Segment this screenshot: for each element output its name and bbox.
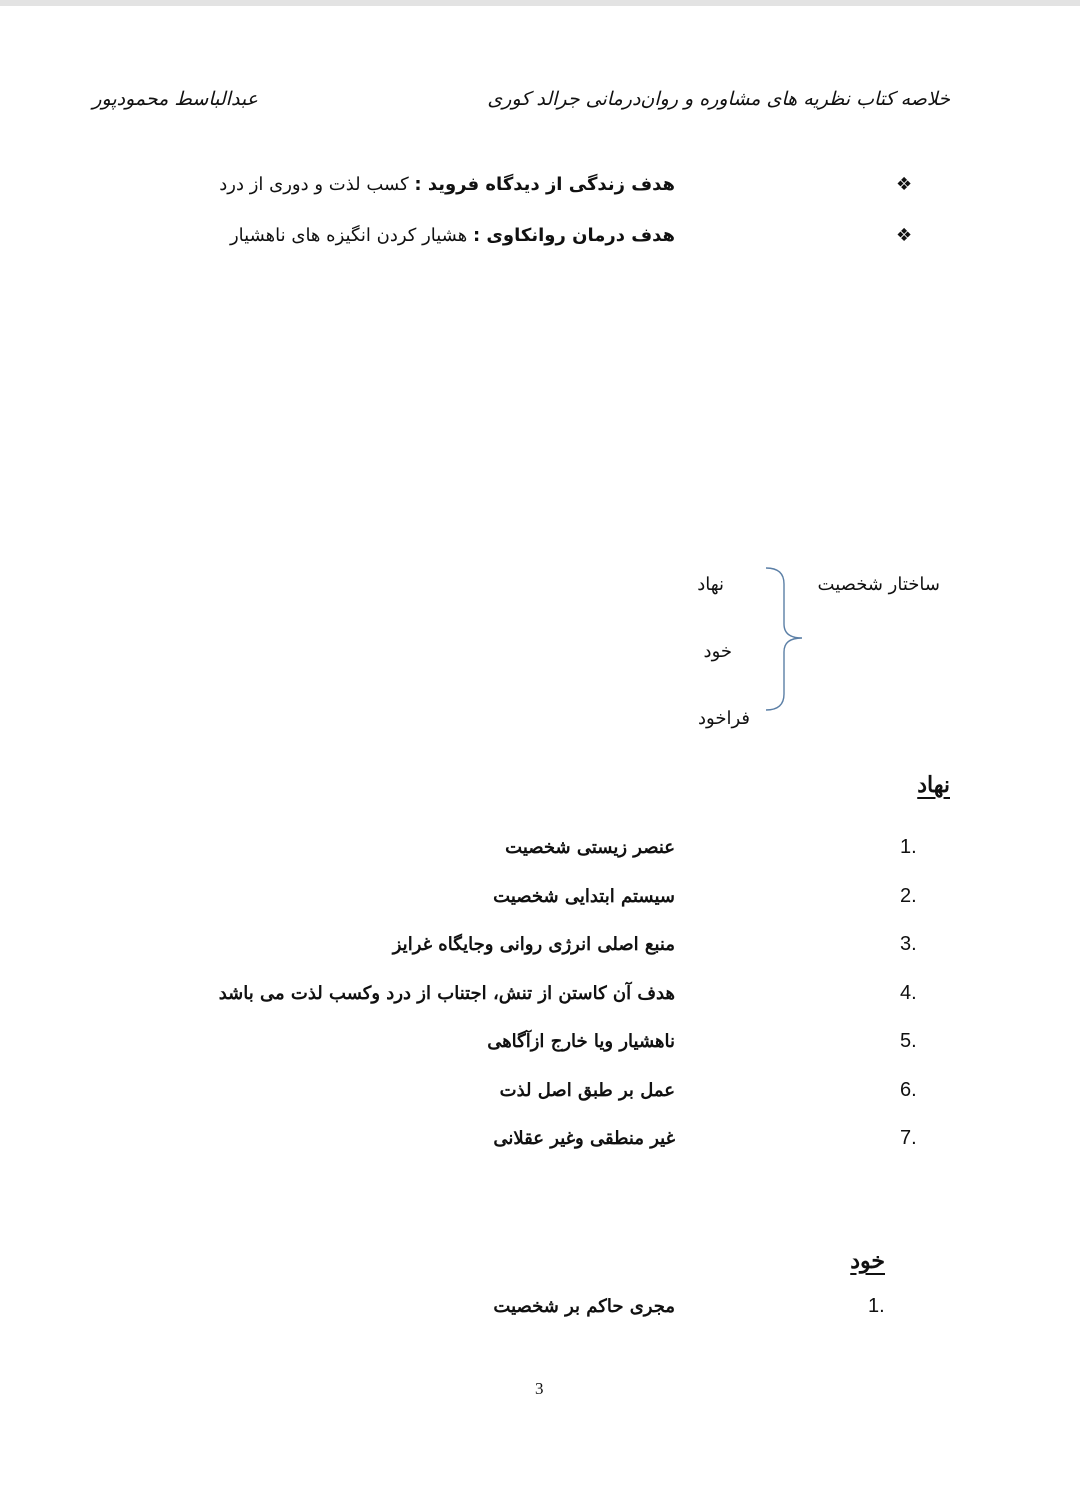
diagram-brace [760, 566, 810, 714]
section-heading-id: نهاد [917, 772, 950, 798]
list-number: 1. [900, 836, 917, 858]
bullet-diamond-icon: ❖ [896, 174, 913, 195]
list-number: 7. [900, 1127, 917, 1149]
diagram-item-superego: فراخود [698, 708, 750, 729]
list-item: عمل بر طبق اصل لذت [499, 1080, 675, 1101]
bullet-term: هدف درمان روانکاوی : [472, 225, 675, 246]
bullet-item [230, 225, 675, 246]
list-item: سیستم ابتدایی شخصیت [493, 886, 675, 907]
window-top-bar [0, 0, 1080, 6]
bullet-description: هشیار کردن انگیزه های ناهشیار [229, 225, 473, 246]
diagram-item-ego: خود [703, 641, 732, 662]
list-item: هدف آن کاستن از تنش، اجتناب از درد وکسب لذت می باشد [218, 983, 675, 1004]
list-number: 1. [868, 1295, 885, 1317]
bullet-diamond-icon: ❖ [896, 225, 913, 246]
diagram-title: ساختار شخصیت [817, 574, 940, 595]
page-number: 3 [535, 1379, 544, 1398]
list-item: ناهشیار ویا خارج ازآگاهی [487, 1031, 675, 1052]
author-header: عبدالباسط محمودپور [92, 88, 258, 110]
book-title-header: خلاصه کتاب نظریه های مشاوره و روان‌درمانی جرالد کوری [487, 88, 950, 110]
bullet-item [219, 174, 675, 195]
list-item: منبع اصلی انرژی روانی وجایگاه غرایز [392, 934, 675, 955]
diagram-item-id: نهاد [697, 574, 724, 595]
list-item: عنصر زیستی شخصیت [505, 837, 675, 858]
list-item: غیر منطقی وغیر عقلانی [493, 1128, 675, 1149]
list-number: 4. [900, 982, 917, 1004]
list-number: 5. [900, 1030, 917, 1052]
section-heading-ego: خود [850, 1248, 885, 1274]
list-number: 2. [900, 885, 917, 907]
list-item: مجری حاکم بر شخصیت [493, 1296, 675, 1317]
bullet-term: هدف زندگی از دیدگاه فروید : [414, 174, 675, 195]
list-number: 3. [900, 933, 917, 955]
bullet-description: کسب لذت و دوری از درد [219, 174, 415, 195]
list-number: 6. [900, 1079, 917, 1101]
